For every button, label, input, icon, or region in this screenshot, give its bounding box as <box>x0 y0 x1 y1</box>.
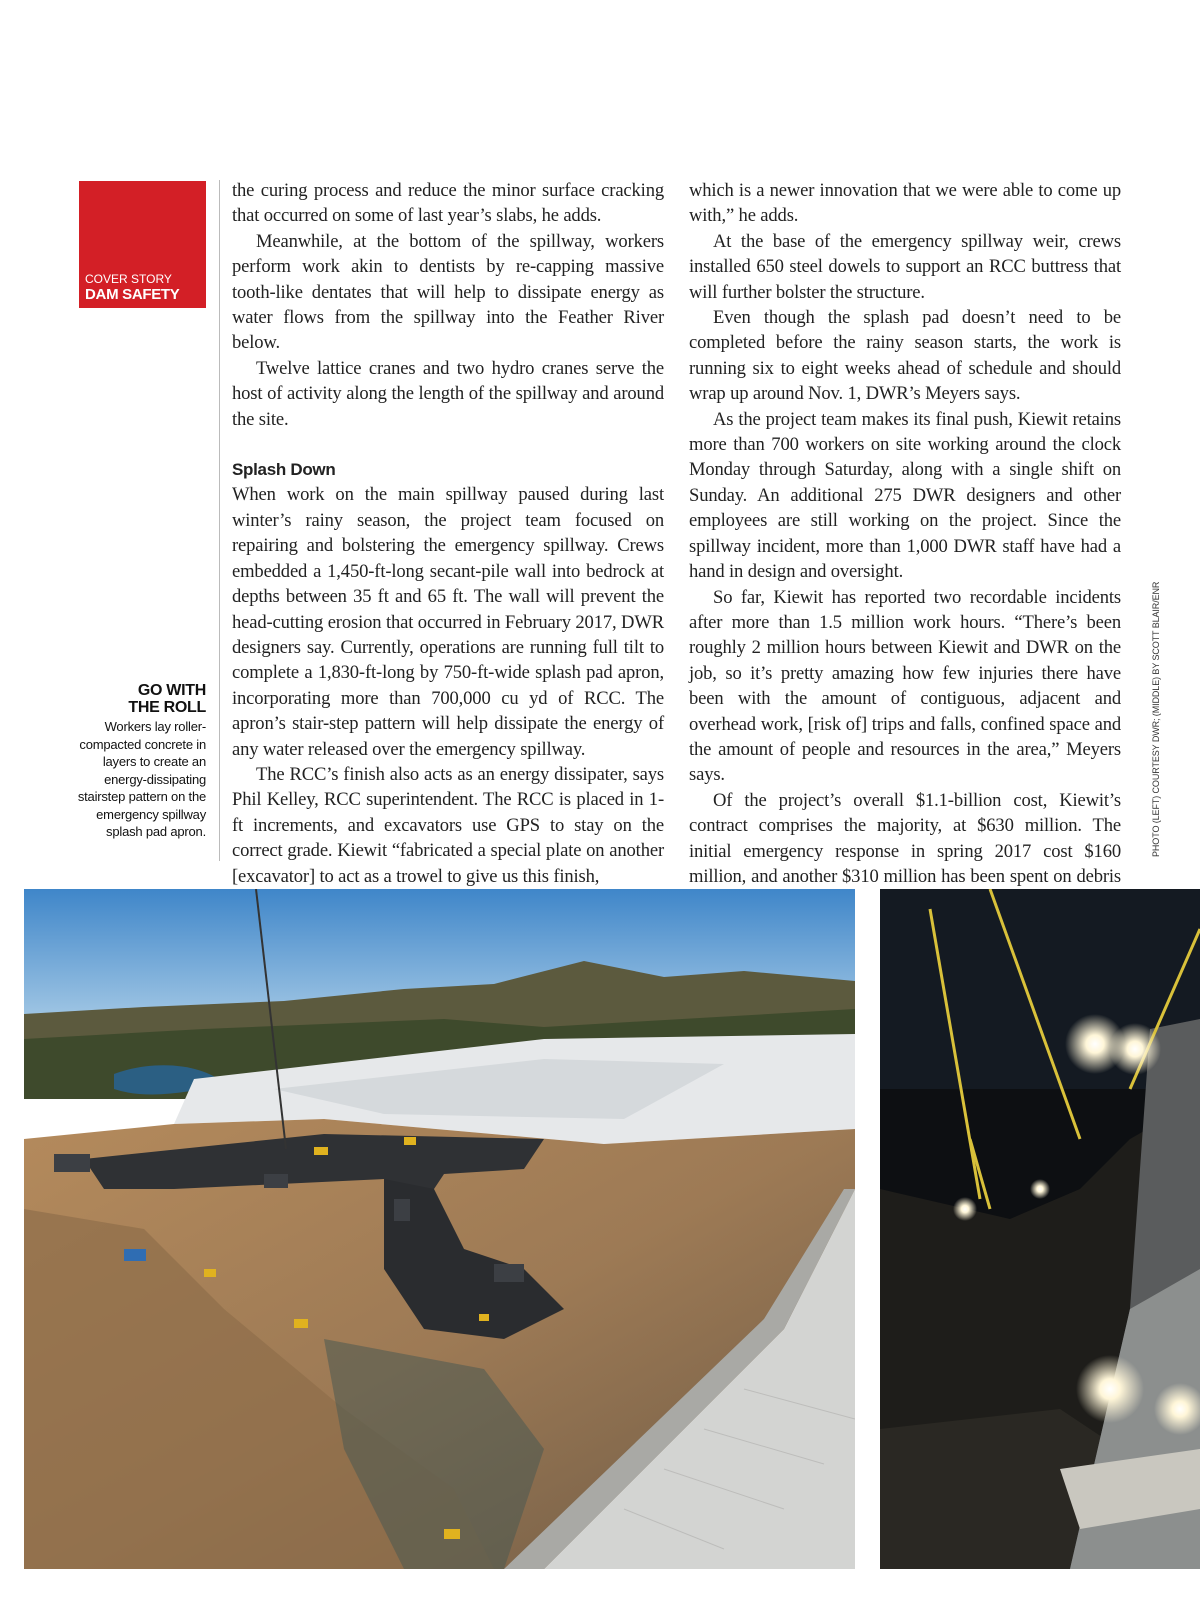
caption-title-line2: THE ROLL <box>128 699 206 716</box>
paragraph: the curing process and reduce the minor surface cracking that occurred on some of last year’s slabs, he adds. <box>232 180 664 227</box>
column-divider <box>219 180 220 861</box>
section-tag <box>79 181 206 308</box>
topic-label: DAM SAFETY <box>85 286 180 303</box>
night-construction-illustration <box>880 889 1200 1569</box>
paragraph: Meanwhile, at the bottom of the spillway, workers perform work akin to dentists by re-capping massive tooth-like dentates that will help to dissipate energy as water flows from the spillway into the Feather River below. <box>232 230 664 354</box>
subheading: Splash Down <box>232 460 336 480</box>
spillway-aerial-photo <box>24 889 855 1569</box>
caption-body: Workers lay roller-compacted concrete in layers to create an energy-dissipating stairstep pattern on the emergency spillway splash pad apron. <box>77 719 206 839</box>
paragraph: Twelve lattice cranes and two hydro cranes serve the host of activity along the length of the spillway and around the site. <box>232 357 664 430</box>
paragraph: The RCC’s finish also acts as an energy dissipater, says Phil Kelley, RCC superintendent. The RCC is placed in 1-ft increments, and excavators use GPS to stay on the correct grade. Kiewit “fabricated a special plate on another [excavator] to act as a trowel to give us this finish, <box>232 763 664 887</box>
photo-credit: PHOTO (LEFT) COURTESY DWR; (MIDDLE) BY SCOTT BLAIR/ENR <box>1151 581 1161 857</box>
paragraph: When work on the main spillway paused during last winter’s rainy season, the project team focused on repairing and bolstering the emergency spillway. Crews embedded a 1,450-ft-long secant-pile wall into bedrock at depths between 35 ft and 65 ft. The wall will prevent the head-cutting erosion that occurred in February 2017, DWR designers say. Currently, operations are running full tilt to complete a 1,830-ft-long by 750-ft-wide splash pad apron, incorporating more than 700,000 cu yd of RCC. The apron’s stair-step pattern will help dissipate the energy of any water released over the emergency spillway. <box>232 484 664 760</box>
photo-caption <box>72 682 206 841</box>
paragraph: Of the project’s overall $1.1-billion cost, Kiewit’s contract comprises the majority, at $630 million. The initial emergency response in spring 2017 cost $160 million, and another $310 million has been spent on debris <box>689 789 1121 887</box>
section-tag-text <box>85 272 202 302</box>
caption-title-line1: GO WITH <box>137 682 206 699</box>
night-construction-photo <box>880 889 1200 1569</box>
article-column-2 <box>689 178 1121 915</box>
paragraph: At the base of the emergency spillway weir, crews installed 650 steel dowels to support an RCC buttress that will further bolster the structure. <box>689 230 1121 303</box>
section-label: COVER STORY <box>85 272 172 286</box>
paragraph: Even though the splash pad doesn’t need to be completed before the rainy season starts, the work is running six to eight weeks ahead of schedule and should wrap up around Nov. 1, DWR’s Meyers says. <box>689 307 1121 405</box>
paragraph: So far, Kiewit has reported two recordable incidents after more than 1.5 million work hours. “There’s been roughly 2 million hours between Kiewit and DWR on the job, so it’s pretty amazing how few injuries there have been with the amount of contiguous, adjacent and overhead work, [risk of] trips and falls, confined space and the amount of people and resources in the area,” Meyers says. <box>689 586 1121 786</box>
paragraph: which is a newer innovation that we were able to come up with,” he adds. <box>689 180 1121 227</box>
caption-title <box>72 682 206 716</box>
article-column-1 <box>232 178 664 889</box>
paragraph: As the project team makes its final push, Kiewit retains more than 700 workers on site working around the clock Monday through Saturday, along with a single shift on Sunday. An additional 275 DWR designers and other employees are still working on the project. Since the spillway incident, more than 1,000 DWR staff have had a hand in design and oversight. <box>689 408 1121 583</box>
spillway-aerial-illustration <box>24 889 855 1569</box>
